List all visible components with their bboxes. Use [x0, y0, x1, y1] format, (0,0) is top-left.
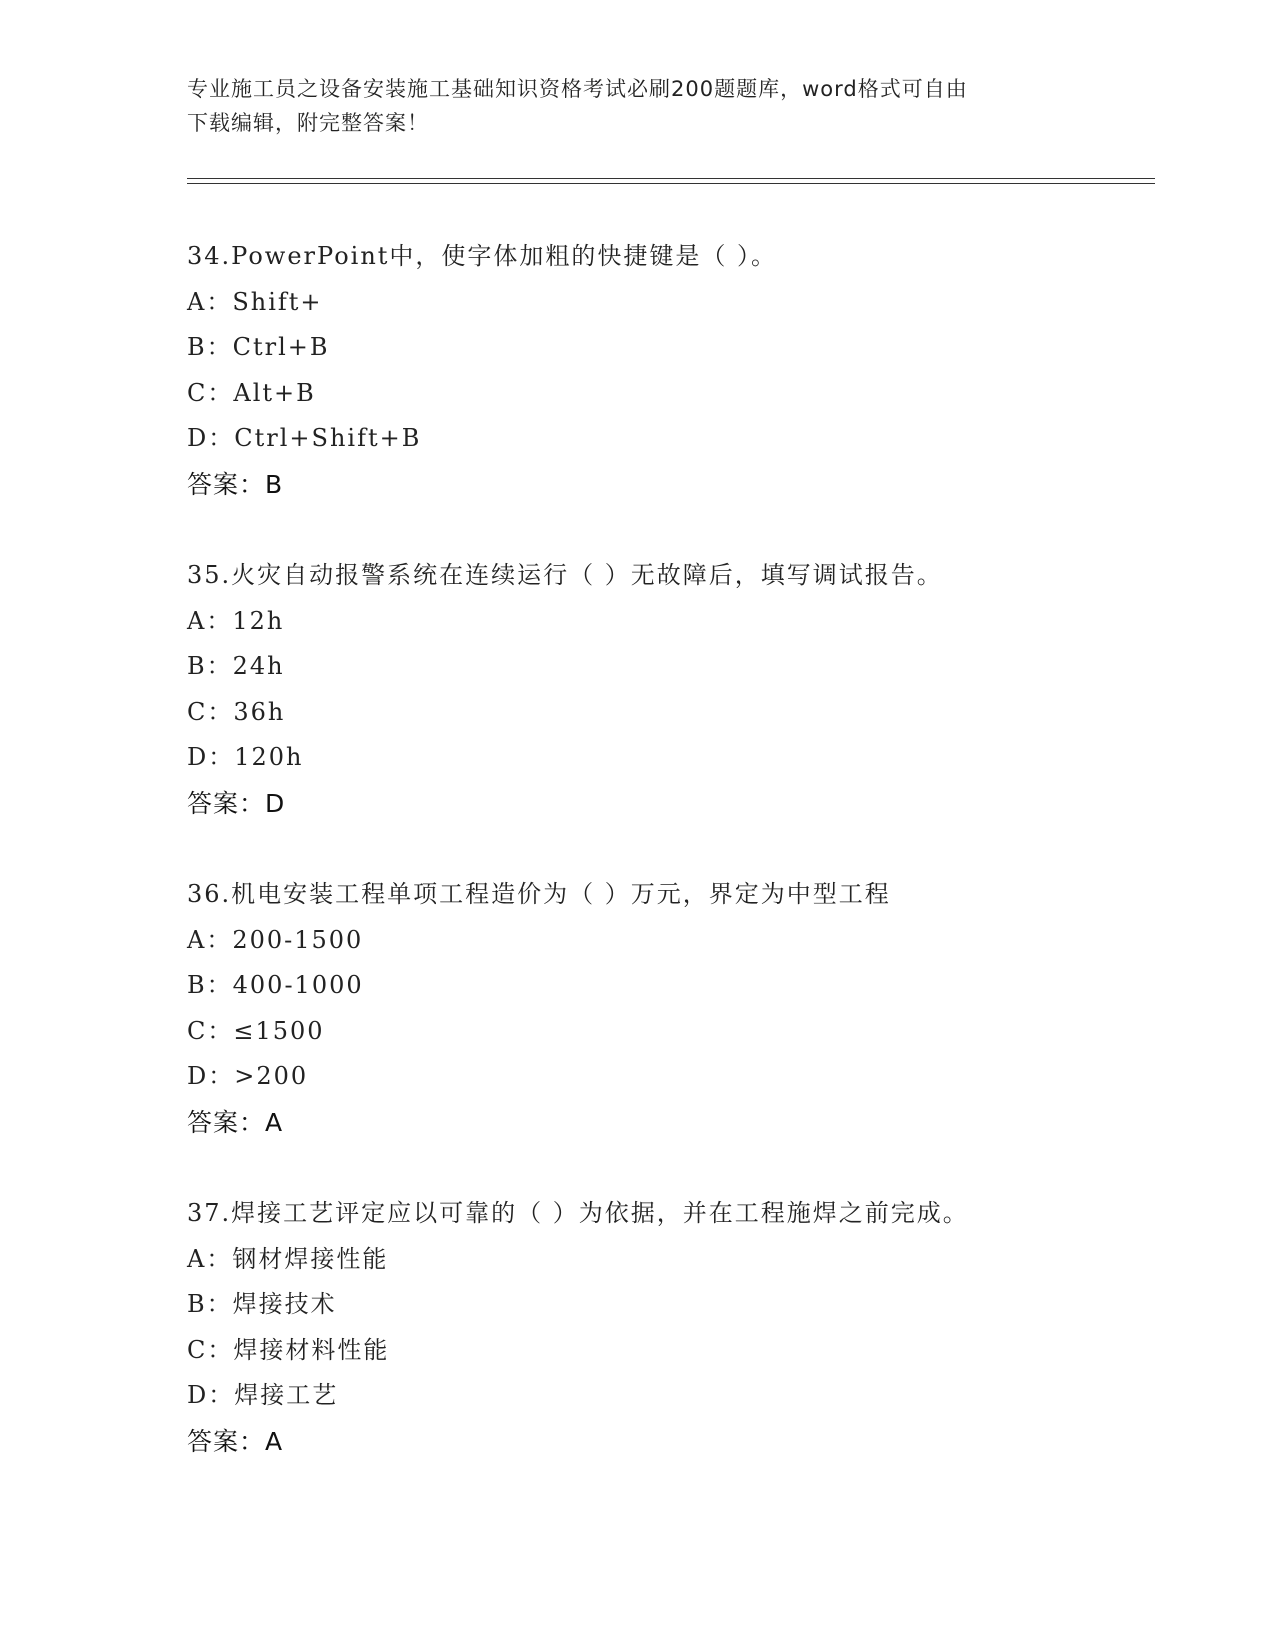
header-divider-top: [187, 178, 1155, 179]
option-c: C：≤1500: [187, 1016, 325, 1045]
document-header: [187, 72, 1067, 140]
header-divider-bottom: [187, 183, 1155, 184]
option-b: B：24h: [187, 652, 285, 680]
option-c: C：36h: [187, 697, 286, 726]
question-37: [187, 1191, 1147, 1464]
option-b: B：400-1000: [187, 971, 364, 999]
option-c: C：焊接材料性能: [187, 1335, 390, 1364]
answer-label: 答案：A: [187, 1107, 284, 1137]
option-a: A：200-1500: [187, 925, 364, 954]
option-b: B：焊接技术: [187, 1290, 337, 1318]
option-d: D：120h: [187, 743, 304, 771]
header-line-1: 专业施工员之设备安装施工基础知识资格考试必刷200题题库，word格式可自由: [187, 77, 968, 101]
option-a: A：Shift+: [187, 287, 323, 316]
question-34: [187, 234, 1147, 507]
answer-label: 答案：D: [187, 788, 286, 818]
question-35: [187, 553, 1147, 826]
option-d: D：Ctrl+Shift+B: [187, 424, 422, 452]
option-d: D：焊接工艺: [187, 1381, 339, 1409]
answer-label: 答案：A: [187, 1426, 284, 1456]
header-line-2: 下载编辑，附完整答案！: [187, 111, 429, 135]
question-36: [187, 872, 1147, 1145]
option-a: A：钢材焊接性能: [187, 1244, 389, 1273]
answer-label: 答案：B: [187, 469, 284, 499]
option-d: D：>200: [187, 1062, 309, 1090]
option-a: A：12h: [187, 606, 285, 635]
question-stem: 37.焊接工艺评定应以可靠的（ ）为依据，并在工程施焊之前完成。: [187, 1199, 969, 1227]
question-stem: 35.火灾自动报警系统在连续运行（ ）无故障后，填写调试报告。: [187, 561, 943, 589]
question-stem: 36.机电安装工程单项工程造价为（ ）万元，界定为中型工程: [187, 880, 891, 908]
option-b: B：Ctrl+B: [187, 333, 330, 361]
question-stem: 34.PowerPoint中，使字体加粗的快捷键是（ ）。: [187, 242, 778, 270]
option-c: C：Alt+B: [187, 378, 316, 407]
